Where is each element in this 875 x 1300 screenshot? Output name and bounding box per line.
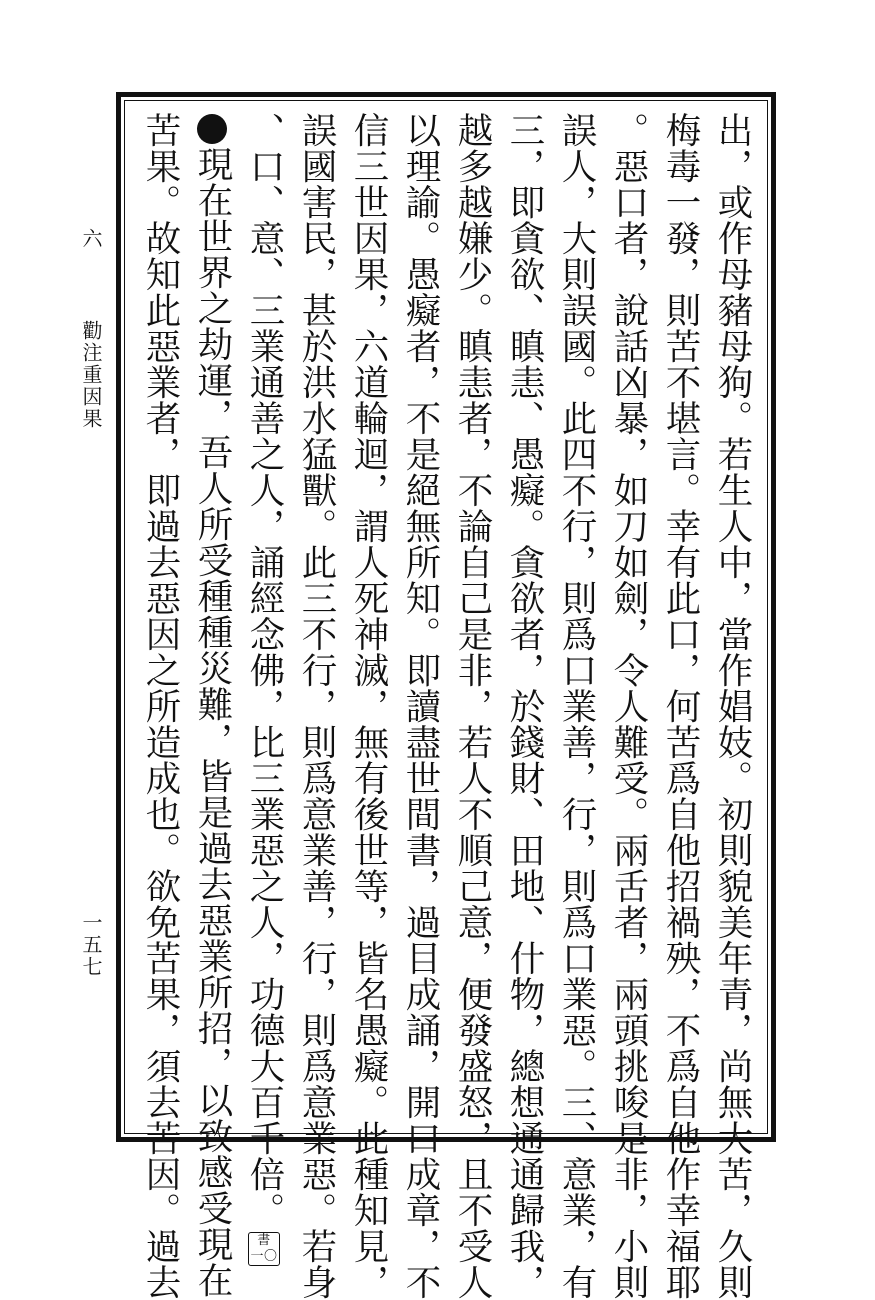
annotation-number: 一〇 xyxy=(250,1249,278,1264)
text-column-10 xyxy=(238,112,290,1264)
text-column-6: 越多越嫌少。瞋恚者，不論自己是非，若人不順己意，便發盛怒，且不受人 xyxy=(452,112,493,1300)
text-body xyxy=(138,112,758,1300)
text-column-5: 三，即貪欲、瞋恚、愚癡。貪欲者，於錢財、田地、什物，總想通通歸我， xyxy=(504,112,545,1300)
text-column-1: 出，或作母豬母狗。若生人中，當作娼妓。初則貌美年青，尚無大苦，久則 xyxy=(712,112,753,1300)
bullet-icon xyxy=(197,114,227,144)
annotation-label: 書 xyxy=(257,1233,271,1248)
chapter-header xyxy=(80,228,102,430)
text-column-3: 。惡口者，說話凶暴，如刀如劍，令人難受。兩舌者，兩頭挑唆是非，小則 xyxy=(608,112,649,1300)
chapter-title: 勸注重因果 xyxy=(79,320,103,430)
text-column-4: 誤人，大則誤國。此四不行，則爲口業善，行，則爲口業惡。三、意業，有 xyxy=(556,112,597,1300)
column-11-text: 現在世界之劫運，吾人所受種種災難，皆是過去惡業所招，以致感受現在 xyxy=(192,146,233,1298)
page-number: 一五七 xyxy=(79,912,103,978)
text-column-8: 信三世因果，六道輪迴，謂人死神滅，無有後世等，皆名愚癡。此種知見， xyxy=(348,112,389,1300)
annotation-note xyxy=(248,1232,280,1266)
chapter-number: 六 xyxy=(79,228,103,250)
text-column-9: 誤國害民，甚於洪水猛獸。此三不行，則爲意業善，行，則爲意業惡。若身 xyxy=(296,112,337,1300)
text-column-2: 梅毒一發，則苦不堪言。幸有此口，何苦爲自他招禍殃，不爲自他作幸福耶 xyxy=(660,112,701,1300)
text-column-11 xyxy=(186,112,238,1298)
column-10-text: 、口、意、三業通善之人，誦經念佛，比三業惡之人，功德大百千倍。 xyxy=(244,112,285,1228)
text-column-7: 以理諭。愚癡者，不是絕無所知。即讀盡世間書，過目成誦，開口成章，不 xyxy=(400,112,441,1300)
text-column-12: 苦果。故知此惡業者，即過去惡因之所造成也。欲免苦果，須去苦因。過去 xyxy=(140,112,181,1300)
